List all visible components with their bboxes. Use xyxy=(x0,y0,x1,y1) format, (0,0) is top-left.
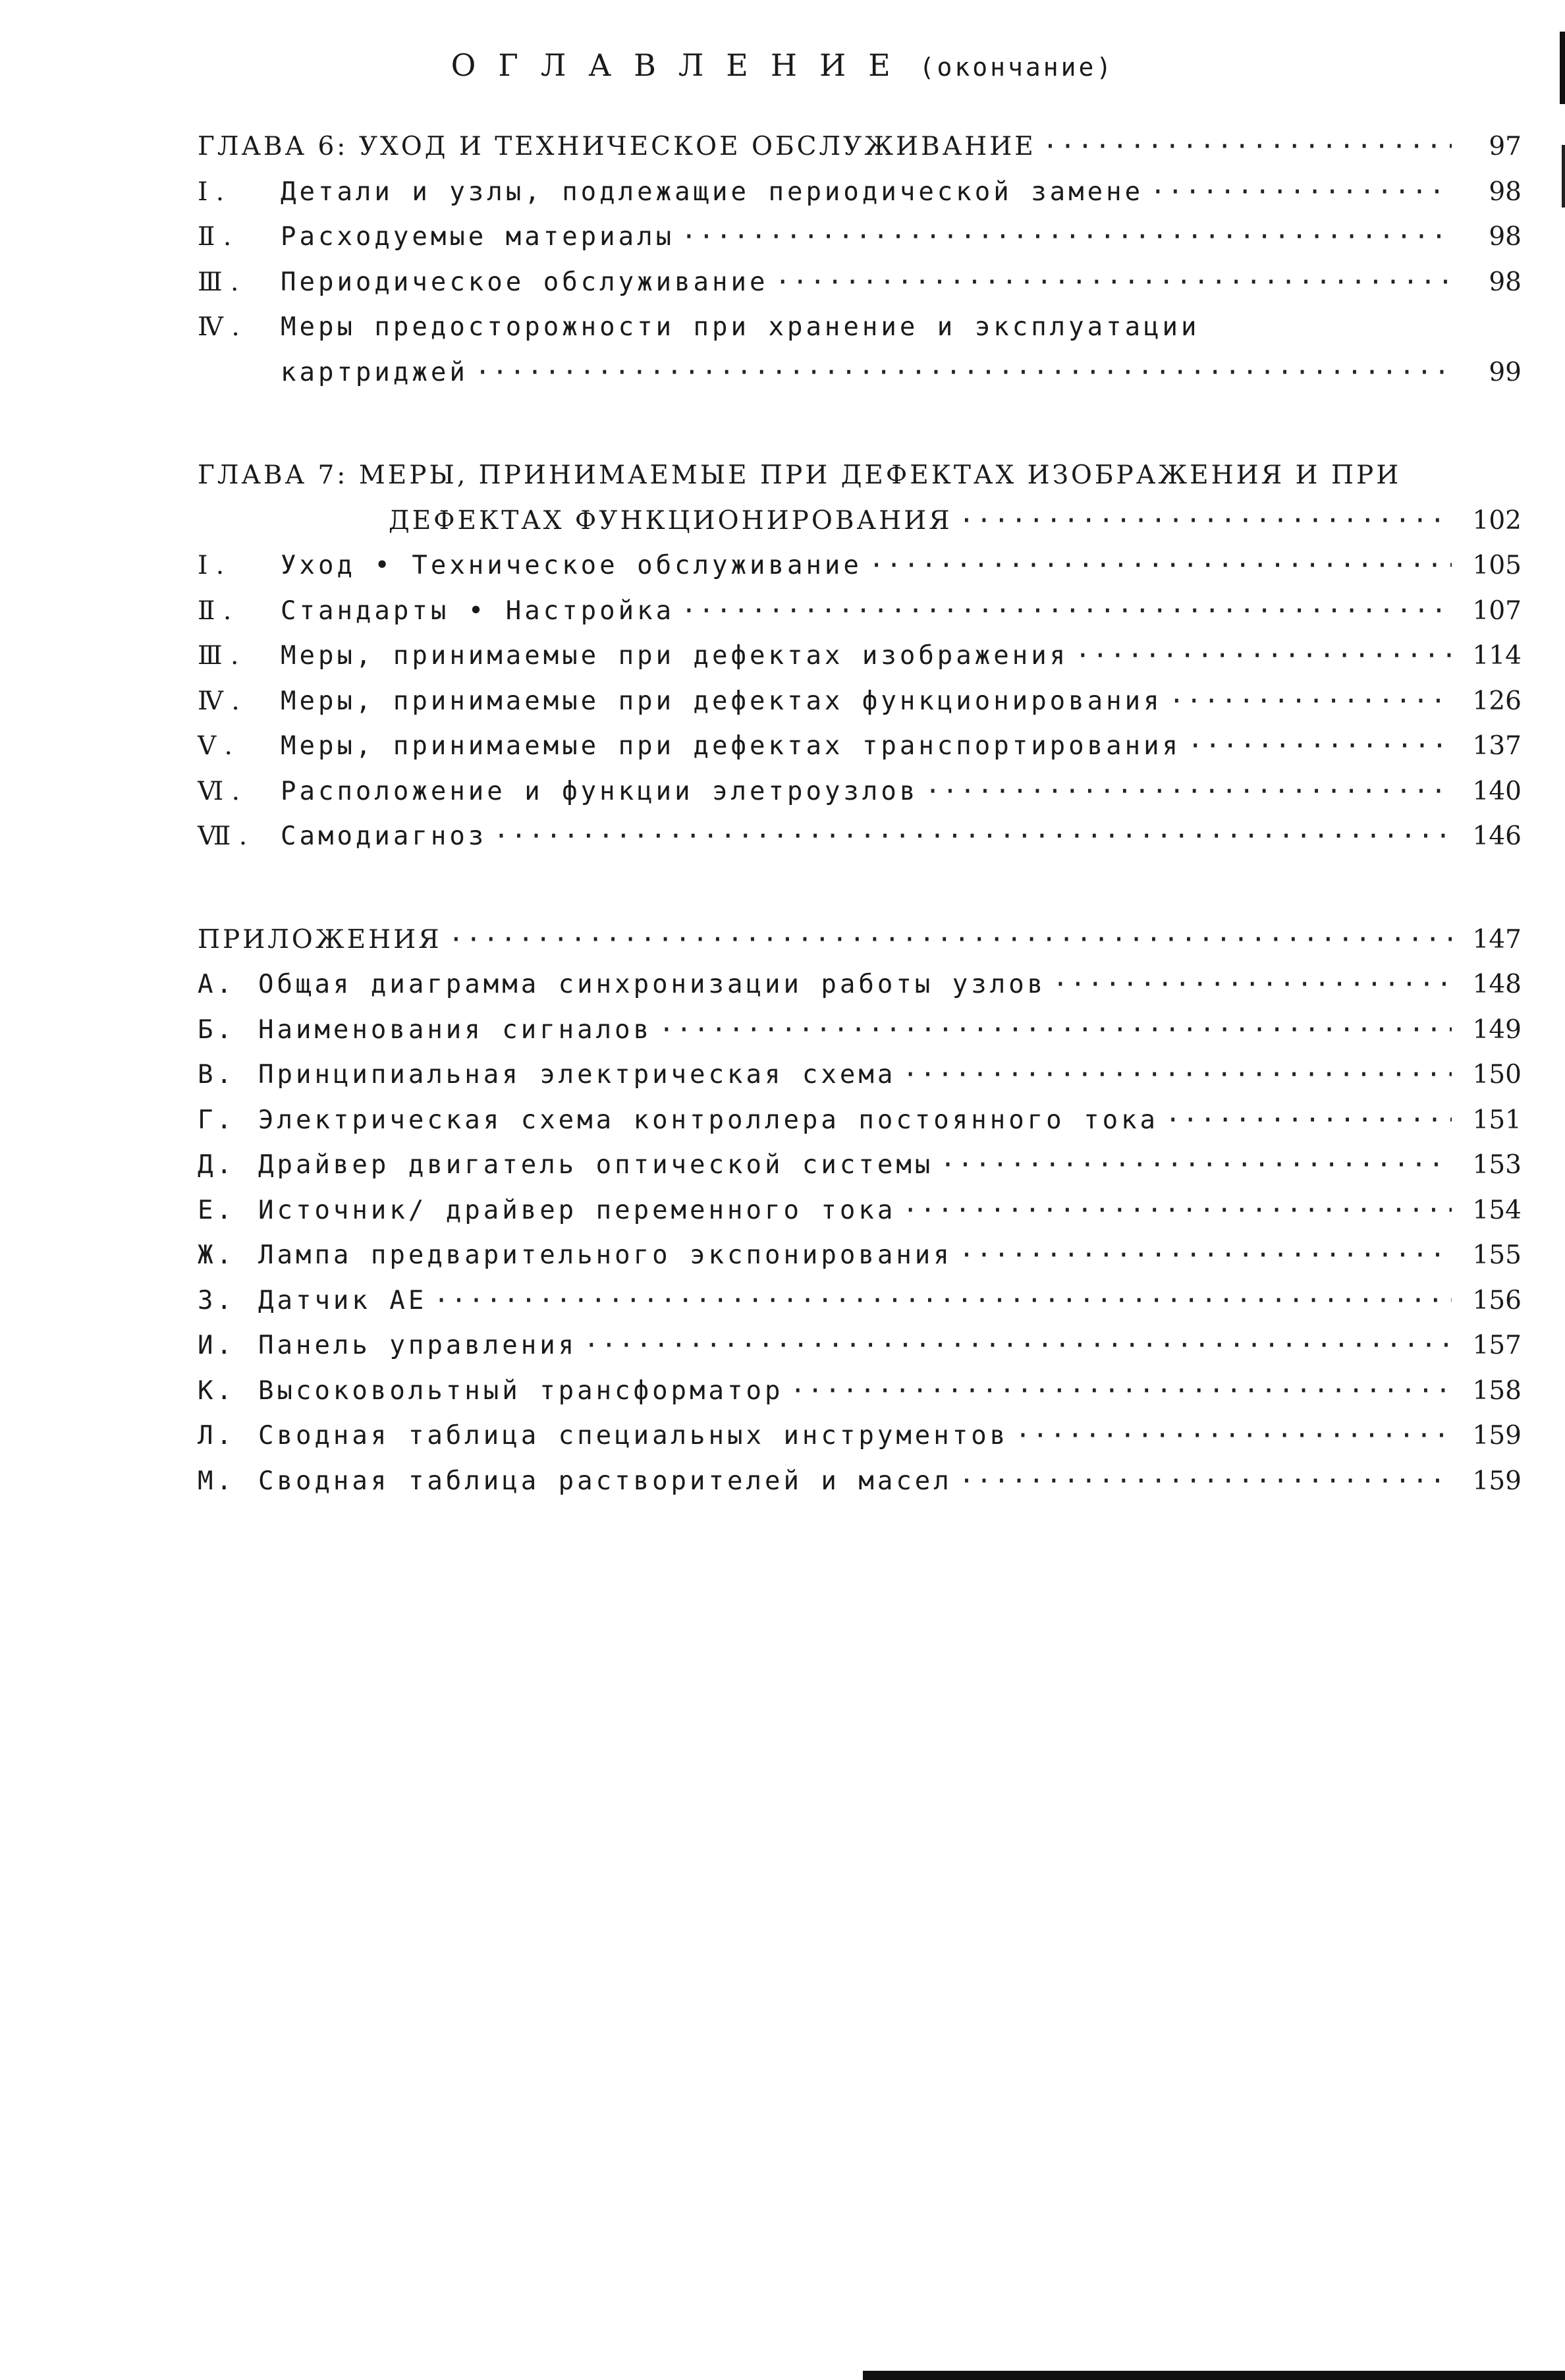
entry-letter: А. xyxy=(198,970,235,999)
page-number: 158 xyxy=(1472,1375,1522,1406)
entry-number: Ⅲ . xyxy=(198,267,239,297)
leader-dots xyxy=(681,596,1452,626)
entry-text: Стандарты • Настройка xyxy=(281,595,675,626)
toc-entry[interactable] xyxy=(198,1105,1522,1151)
page-number: 102 xyxy=(1472,505,1522,536)
page-number: 140 xyxy=(1472,776,1522,806)
page-title-text: ОГЛАВЛЕНИЕ xyxy=(451,47,913,83)
entry-letter: М. xyxy=(198,1466,235,1496)
entry-text: Лампа предварительного экспонирования xyxy=(258,1240,952,1270)
leader-dots xyxy=(925,777,1452,806)
page-number: 150 xyxy=(1472,1060,1522,1090)
page-number: 154 xyxy=(1472,1195,1522,1225)
toc-entry[interactable] xyxy=(198,641,1522,686)
leader-dots xyxy=(1169,686,1452,716)
entry-text: Датчик АЕ xyxy=(258,1285,427,1315)
chapter-heading-text: ГЛАВА 7: МЕРЫ, ПРИНИМАЕМЫЕ ПРИ ДЕФЕКТАХ ИЗОБРАЖЕНИЯ И ПРИ xyxy=(198,460,1402,490)
leader-dots xyxy=(790,1376,1452,1406)
entry-number: Ⅶ . xyxy=(198,821,248,851)
entry-text: Самодиагноз xyxy=(281,821,487,851)
page-title xyxy=(0,47,1565,83)
page-number: 97 xyxy=(1489,132,1522,161)
toc-entry[interactable] xyxy=(198,1331,1522,1376)
toc-entry[interactable] xyxy=(198,1376,1522,1422)
entry-text: Принципиальная электрическая схема xyxy=(258,1060,896,1090)
page-number: 159 xyxy=(1472,1466,1522,1496)
page-number: 157 xyxy=(1472,1331,1522,1360)
chapter-7-section xyxy=(198,460,1522,867)
leader-dots xyxy=(681,222,1452,252)
toc-entry[interactable] xyxy=(198,596,1522,642)
leader-dots xyxy=(475,358,1452,387)
chapter-6-section xyxy=(198,132,1522,402)
toc-entry[interactable] xyxy=(198,1421,1522,1466)
entry-text: Меры предосторожности при хранение и эксплуатации xyxy=(281,312,1200,342)
toc-entry[interactable] xyxy=(198,731,1522,777)
toc-entry[interactable] xyxy=(198,1015,1522,1061)
entry-text: Высоковольтный трансформатор xyxy=(258,1375,784,1406)
page-number: 147 xyxy=(1472,924,1522,955)
entry-text: Расходуемые материалы xyxy=(281,222,675,252)
appendices-section xyxy=(198,925,1522,1512)
page-number: 155 xyxy=(1472,1240,1522,1270)
page-number: 148 xyxy=(1472,970,1522,999)
leader-dots xyxy=(1015,1421,1452,1451)
appendices-heading-text: ПРИЛОЖЕНИЯ xyxy=(198,924,442,955)
chapter-heading-text: ДЕФЕКТАХ ФУНКЦИОНИРОВАНИЯ xyxy=(389,505,952,536)
scan-edge-mark xyxy=(1562,145,1565,208)
toc-entry[interactable] xyxy=(198,177,1522,223)
toc-entry[interactable] xyxy=(198,1150,1522,1196)
page-number: 114 xyxy=(1472,641,1522,671)
entry-text: Уход • Техническое обслуживание xyxy=(281,551,862,580)
entry-text: Драйвер двигатель оптической системы xyxy=(258,1150,934,1180)
entry-text: Панель управления xyxy=(258,1331,578,1360)
toc-entry[interactable] xyxy=(198,312,1522,358)
toc-entry[interactable] xyxy=(198,1196,1522,1241)
toc-entry[interactable] xyxy=(198,1240,1522,1286)
entry-letter: Б. xyxy=(198,1014,235,1045)
page-number: 98 xyxy=(1489,267,1522,297)
entry-number: Ⅳ . xyxy=(198,686,240,716)
leader-dots xyxy=(775,267,1452,297)
toc-entry[interactable] xyxy=(198,267,1522,313)
toc-entry[interactable] xyxy=(198,1060,1522,1105)
entry-text: Сводная таблица растворителей и масел xyxy=(258,1466,952,1496)
leader-dots xyxy=(959,506,1452,536)
page-number: 146 xyxy=(1472,821,1522,851)
entry-letter: К. xyxy=(198,1375,235,1406)
leader-dots xyxy=(1053,970,1452,999)
entry-number: Ⅱ . xyxy=(198,595,232,626)
toc-entry-continuation[interactable] xyxy=(198,358,1522,403)
leader-dots xyxy=(659,1015,1452,1045)
page-number: 99 xyxy=(1489,357,1522,387)
toc-entry[interactable] xyxy=(198,222,1522,267)
page-number: 105 xyxy=(1472,551,1522,580)
leader-dots xyxy=(493,821,1452,851)
toc-entry[interactable] xyxy=(198,551,1522,596)
entry-text: Расположение и функции элетроузлов xyxy=(281,776,919,806)
page-number: 149 xyxy=(1472,1014,1522,1045)
leader-dots xyxy=(584,1331,1452,1360)
entry-number: Ⅱ . xyxy=(198,222,232,252)
entry-number: Ⅲ . xyxy=(198,641,239,671)
leader-dots xyxy=(869,551,1452,580)
entry-text: Меры, принимаемые при дефектах функционирования xyxy=(281,686,1163,716)
page-number: 107 xyxy=(1472,595,1522,626)
entry-letter: Д. xyxy=(198,1150,235,1180)
leader-dots xyxy=(959,1466,1452,1496)
leader-dots xyxy=(433,1286,1452,1315)
entry-letter: Л. xyxy=(198,1421,235,1451)
chapter-heading[interactable] xyxy=(198,460,1522,506)
chapter-heading-continuation[interactable] xyxy=(198,506,1522,551)
entry-letter: Г. xyxy=(198,1105,235,1135)
page-number: 137 xyxy=(1472,731,1522,761)
leader-dots xyxy=(959,1240,1452,1270)
toc-entry[interactable] xyxy=(198,1286,1522,1331)
entry-text: Сводная таблица специальных инструментов xyxy=(258,1421,1009,1451)
page-number: 98 xyxy=(1489,222,1522,252)
appendices-heading[interactable] xyxy=(198,925,1522,970)
page-number: 153 xyxy=(1472,1150,1522,1180)
toc-entry[interactable] xyxy=(198,777,1522,822)
entry-number: Ⅵ . xyxy=(198,776,240,806)
leader-dots xyxy=(940,1150,1452,1180)
entry-letter: З. xyxy=(198,1285,235,1315)
leader-dots xyxy=(1165,1105,1452,1135)
entry-letter: Ж. xyxy=(198,1240,235,1270)
entry-letter: В. xyxy=(198,1060,235,1090)
entry-number: Ⅳ . xyxy=(198,312,240,342)
entry-letter: И. xyxy=(198,1331,235,1360)
page-number: 156 xyxy=(1472,1285,1522,1315)
entry-letter: Е. xyxy=(198,1195,235,1225)
toc-entry[interactable] xyxy=(198,821,1522,867)
page-number: 151 xyxy=(1472,1105,1522,1135)
entry-text: Меры, принимаемые при дефектах изображения xyxy=(281,641,1069,671)
toc-entry[interactable] xyxy=(198,686,1522,732)
leader-dots xyxy=(1188,731,1452,761)
entry-text: Электрическая схема контроллера постоянного тока xyxy=(258,1105,1159,1135)
page-number: 126 xyxy=(1472,686,1522,716)
entry-number: Ⅰ . xyxy=(198,177,225,207)
scan-bottom-edge xyxy=(863,2371,1565,2380)
entry-text: Наименования сигналов xyxy=(258,1014,653,1045)
entry-text: картриджей xyxy=(281,357,468,387)
leader-dots xyxy=(449,925,1452,955)
toc-entry[interactable] xyxy=(198,1466,1522,1512)
chapter-heading[interactable] xyxy=(198,132,1522,177)
page-number: 98 xyxy=(1489,177,1522,207)
entry-number: Ⅴ . xyxy=(198,731,233,761)
leader-dots xyxy=(902,1060,1452,1090)
leader-dots xyxy=(1043,132,1452,161)
leader-dots xyxy=(1150,177,1452,207)
entry-text: Меры, принимаемые при дефектах транспортирования xyxy=(281,731,1182,761)
page-number: 159 xyxy=(1472,1421,1522,1451)
entry-text: Общая диаграмма синхронизации работы узлов xyxy=(258,970,1047,999)
entry-text: Детали и узлы, подлежащие периодической замене xyxy=(281,177,1144,207)
leader-dots xyxy=(1075,641,1452,671)
leader-dots xyxy=(902,1196,1452,1225)
table-of-contents xyxy=(198,132,1522,1569)
page-title-suffix: (окончание) xyxy=(919,53,1114,82)
chapter-heading-text: ГЛАВА 6: УХОД И ТЕХНИЧЕСКОЕ ОБСЛУЖИВАНИЕ xyxy=(198,132,1036,161)
entry-text: Источник/ драйвер переменного тока xyxy=(258,1195,896,1225)
entry-number: Ⅰ . xyxy=(198,551,225,580)
entry-text: Периодическое обслуживание xyxy=(281,267,769,297)
toc-entry[interactable] xyxy=(198,970,1522,1015)
